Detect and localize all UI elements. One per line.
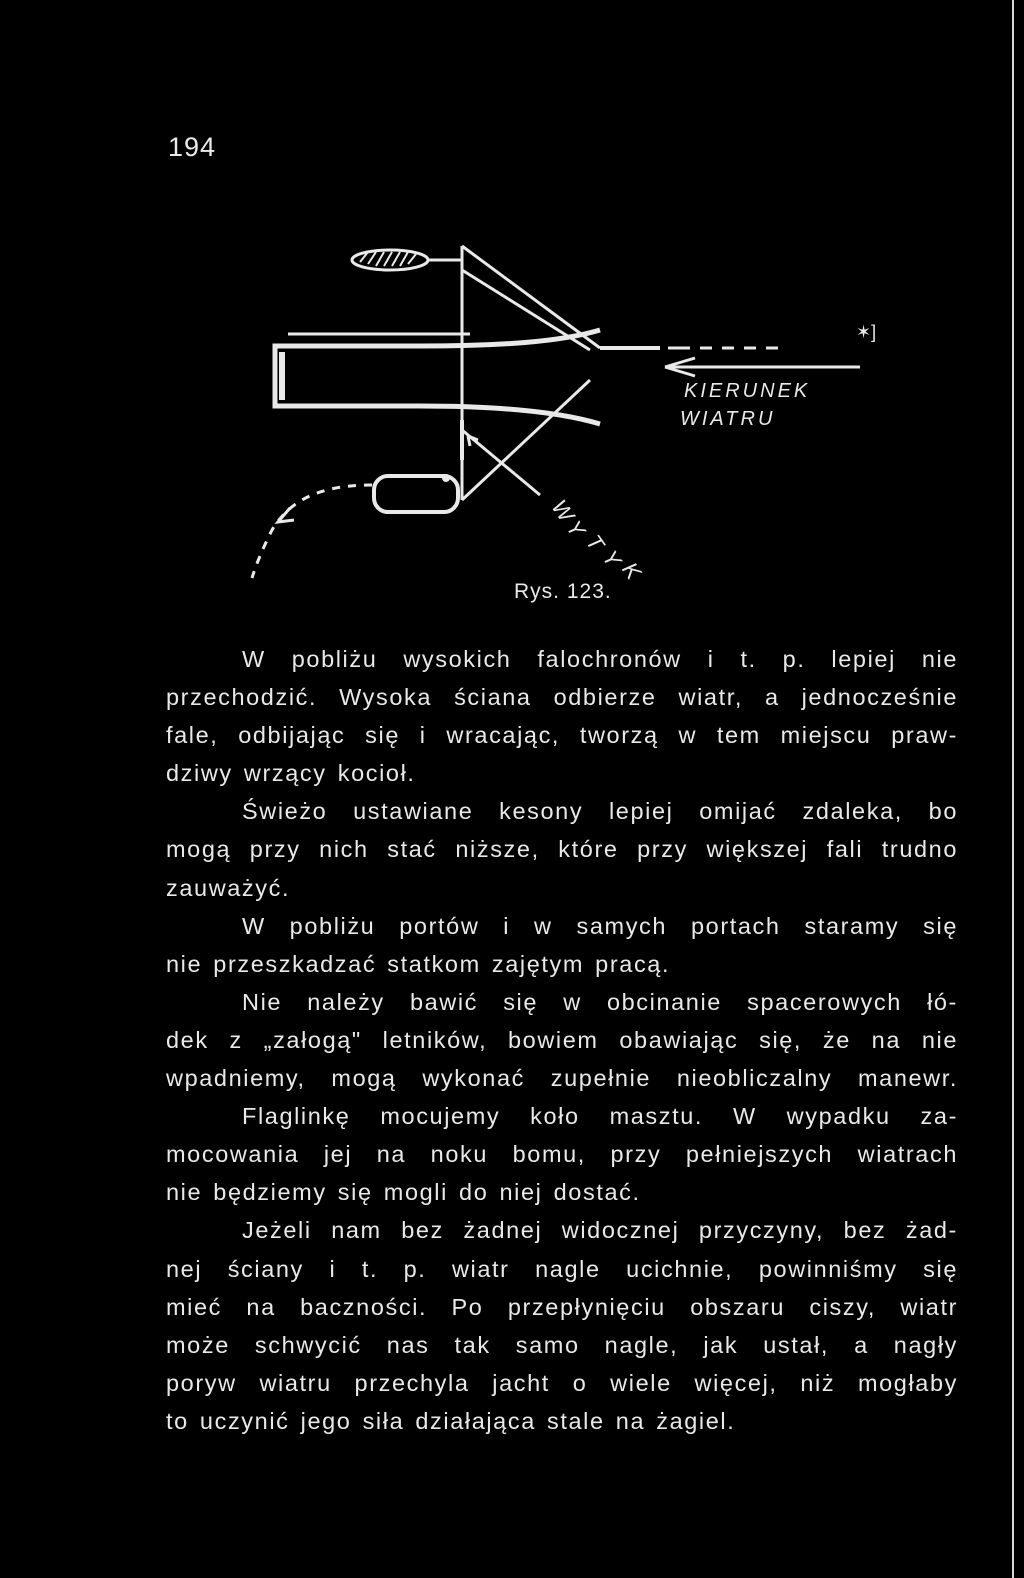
text-line: dziwy wrzący kocioł. bbox=[166, 760, 416, 787]
float-hatching bbox=[360, 252, 416, 266]
breakwater-outline bbox=[275, 330, 600, 424]
float-oval bbox=[352, 250, 428, 270]
body-text bbox=[166, 640, 958, 1440]
text-line: nie będziemy się mogli do niej dostać. bbox=[166, 1179, 641, 1206]
diagram-drawing bbox=[0, 230, 1024, 580]
text-line: mogą przy nich stać niższe, które przy większej fali trudno bbox=[166, 836, 958, 863]
stay-line-1 bbox=[462, 246, 600, 348]
page-number: 194 bbox=[168, 132, 217, 162]
figure-wind-diagram bbox=[0, 230, 1024, 584]
wytyk-letter-5: K bbox=[617, 557, 647, 584]
text-line: W pobliżu wysokich falochronów i t. p. lepiej nie bbox=[242, 646, 958, 672]
wytyk-letter-4: Y bbox=[597, 545, 627, 572]
boat-eye bbox=[442, 474, 450, 482]
text-line: nie przeszkadzać statkom zajętym pracą. bbox=[166, 950, 671, 977]
approach-arrowhead bbox=[278, 508, 294, 522]
text-line: wpadniemy, mogą wykonać zupełnie nieobliczalny manewr. bbox=[166, 1065, 958, 1092]
text-line: nej ściany i t. p. wiatr nagle ucichnie, powinniśmy się bbox=[166, 1255, 958, 1282]
text-line: Świeżo ustawiane kesony lepiej omijać zdaleka, bo bbox=[242, 798, 958, 825]
text-line: poryw wiatru przechyla jacht o wiele więcej, niż mogłaby bbox=[166, 1369, 958, 1396]
wytyk-letter-2: Y bbox=[561, 515, 591, 542]
wind-label-line2: WIATRU bbox=[680, 408, 776, 430]
text-line: mieć na baczności. Po przepłynięciu obszaru ciszy, wiatr bbox=[166, 1293, 958, 1320]
stay-line-2 bbox=[462, 270, 590, 350]
text-line: przechodzić. Wysoka ściana odbierze wiatr, a jednocześnie bbox=[166, 684, 958, 711]
text-line: dek z „załogą" letników, bowiem obawiając się, że na nie bbox=[166, 1026, 958, 1053]
corner-mark: ✶] bbox=[856, 322, 877, 342]
wytyk-letter-1: W bbox=[546, 495, 579, 527]
approach-path bbox=[252, 485, 372, 578]
text-line: W pobliżu portów i w samych portach staramy się bbox=[242, 912, 958, 939]
figure-caption: Rys. 123. bbox=[514, 580, 612, 603]
text-line: Flaglinkę mocujemy koło masztu. W wypadku za- bbox=[242, 1103, 958, 1130]
text-line: to uczynić jego siła działająca stale na żagiel. bbox=[166, 1407, 736, 1434]
wytyk-letter-3: T bbox=[581, 530, 610, 556]
text-line: mocowania jej na noku bomu, przy pełniejszych wiatrach bbox=[166, 1141, 958, 1168]
text-line: może schwycić nas tak samo nagle, jak ustał, a nagły bbox=[166, 1331, 958, 1358]
text-line: zauważyć. bbox=[166, 874, 291, 901]
text-line: Nie należy bawić się w obcinanie spacerowych łó- bbox=[242, 988, 958, 1015]
text-line: Jeżeli nam bez żadnej widocznej przyczyny, bez żad- bbox=[242, 1217, 958, 1244]
text-line: fale, odbijając się i wracając, tworzą w tem miejscu praw- bbox=[166, 722, 958, 749]
wind-label-line1: KIERUNEK bbox=[684, 380, 811, 402]
